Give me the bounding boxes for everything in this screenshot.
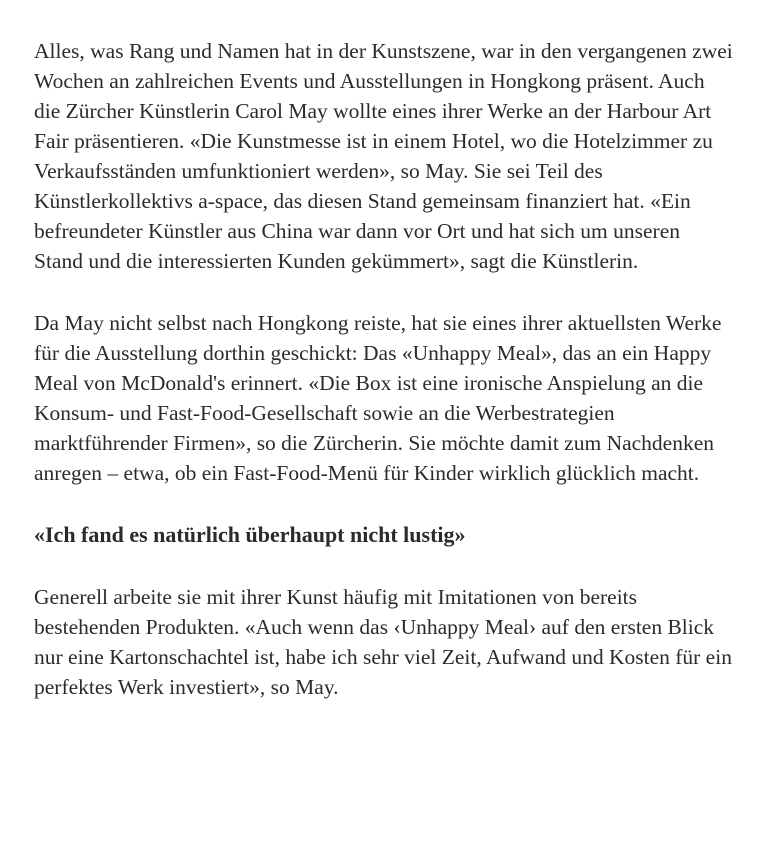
article-subheading: «Ich fand es natürlich überhaupt nicht lustig» — [34, 522, 466, 547]
article-paragraph-3: Generell arbeite sie mit ihrer Kunst häufig mit Imitationen von bereits bestehenden Produkten. «Auch wenn das ‹Unhappy Meal› auf den ersten Blick nur eine Kartonschachtel ist, habe ich sehr viel Zeit, Aufwand und Kosten für ein perfektes Werk investiert», so May. — [34, 585, 732, 699]
article-paragraph-1: Alles, was Rang und Namen hat in der Kunstszene, war in den vergangenen zwei Wochen an zahlreichen Events und Ausstellungen in Hongkong präsent. Auch die Zürcher Künstlerin Carol May wollte eines ihrer Werke an der Harbour Art Fair präsentieren. «Die Kunstmesse ist in einem Hotel, wo die Hotelzimmer zu Verkaufsständen umfunktioniert werden», so May. Sie sei Teil des Künstlerkollektivs a-space, das diesen Stand gemeinsam finanziert hat. «Ein befreundeter Künstler aus China war dann vor Ort und hat sich um unseren Stand und die interessierten Kunden gekümmert», sagt die Künstlerin. — [34, 39, 733, 273]
article-paragraph-2: Da May nicht selbst nach Hongkong reiste, hat sie eines ihrer aktuellsten Werke für die Ausstellung dorthin geschickt: Das «Unhappy Meal», das an ein Happy Meal von McDonald's erinnert. «Die Box ist eine ironische Anspielung an die Konsum- und Fast-Food-Gesellschaft sowie an die Werbestrategien marktführender Firmen», so die Zürcherin. Sie möchte damit zum Nachdenken anregen – etwa, ob ein Fast-Food-Menü für Kinder wirklich glücklich macht. — [34, 311, 722, 485]
article-body — [34, 36, 734, 734]
